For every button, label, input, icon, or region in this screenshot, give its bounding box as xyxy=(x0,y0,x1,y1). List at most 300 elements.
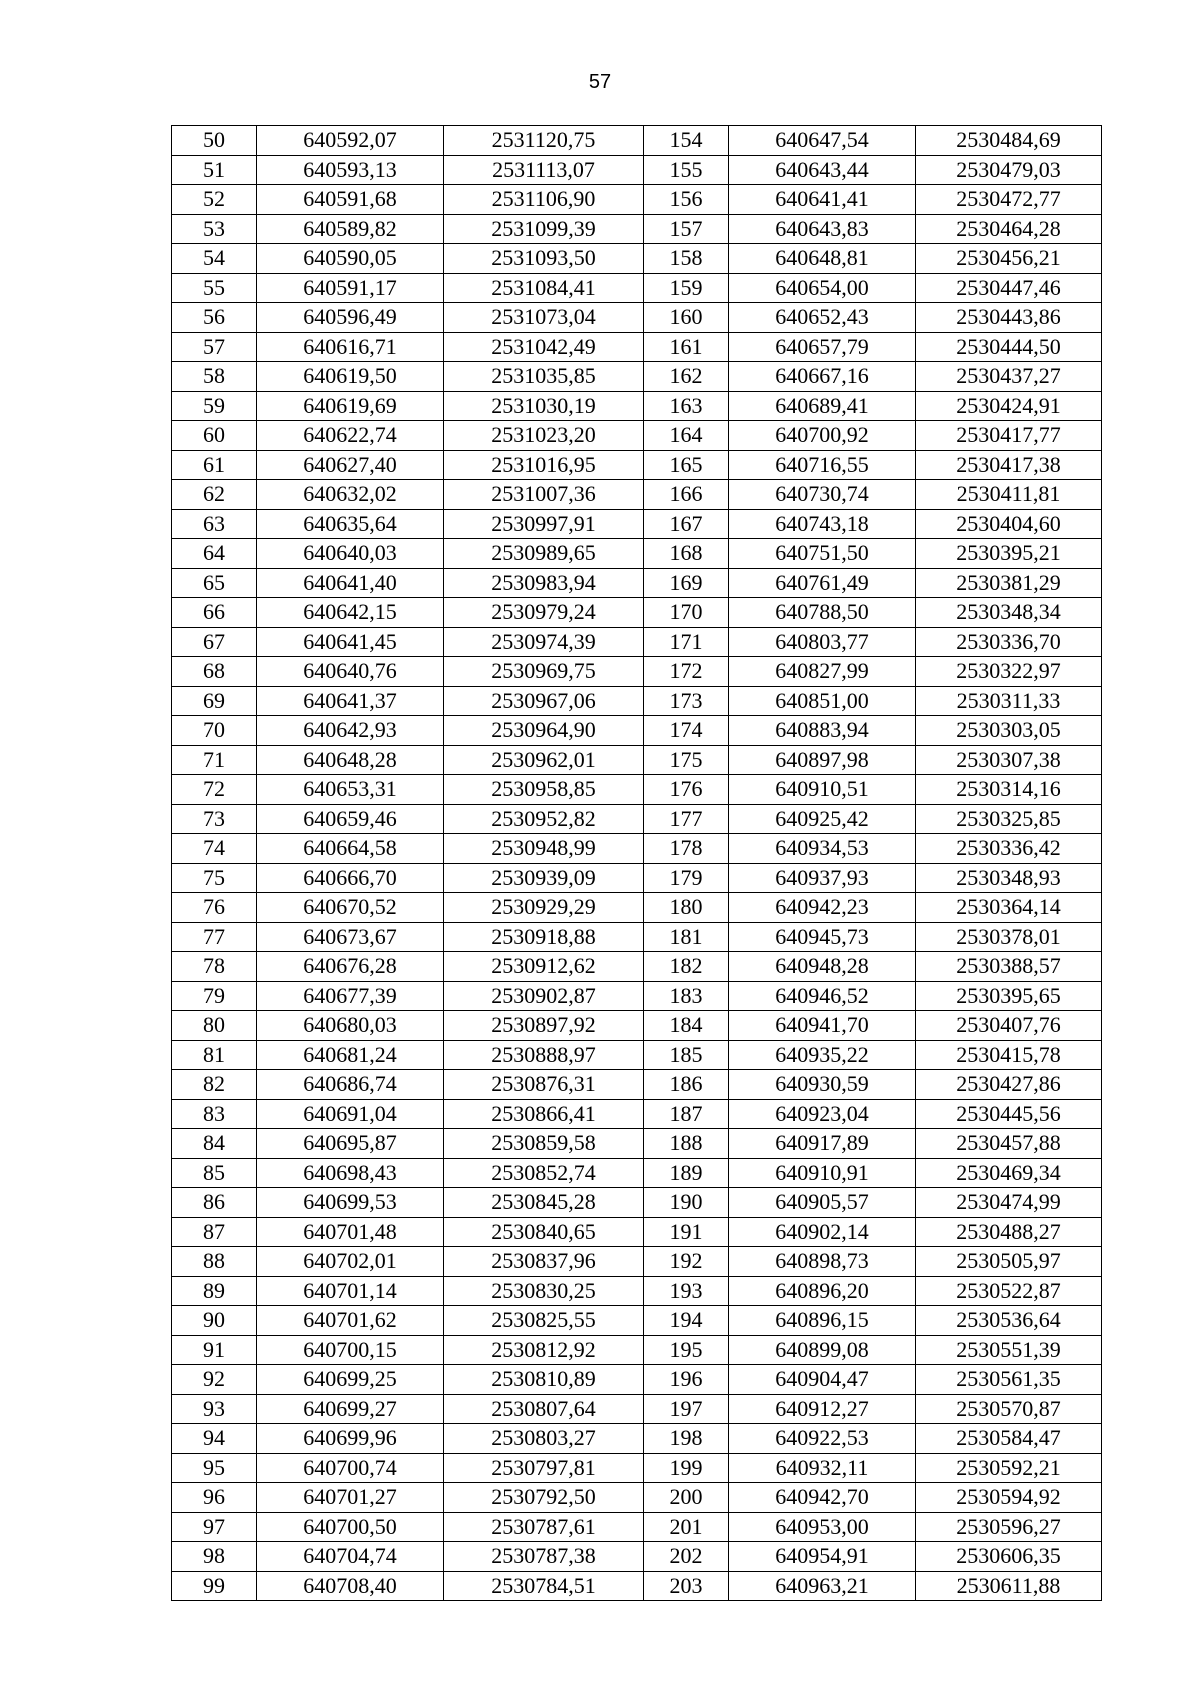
point-number-cell: 66 xyxy=(172,598,257,628)
x-coordinate-cell: 640592,07 xyxy=(257,126,444,156)
y-coordinate-cell: 2530912,62 xyxy=(444,952,644,982)
x-coordinate-cell: 640883,94 xyxy=(729,716,916,746)
y-coordinate-cell: 2530457,88 xyxy=(916,1129,1102,1159)
x-coordinate-cell: 640761,49 xyxy=(729,568,916,598)
x-coordinate-cell: 640640,03 xyxy=(257,539,444,569)
table-row xyxy=(172,509,1102,539)
x-coordinate-cell: 640589,82 xyxy=(257,214,444,244)
x-coordinate-cell: 640654,00 xyxy=(729,273,916,303)
x-coordinate-cell: 640945,73 xyxy=(729,922,916,952)
y-coordinate-cell: 2530378,01 xyxy=(916,922,1102,952)
table-row xyxy=(172,1365,1102,1395)
table-row xyxy=(172,421,1102,451)
point-number-cell: 198 xyxy=(644,1424,729,1454)
y-coordinate-cell: 2530488,27 xyxy=(916,1217,1102,1247)
table-row xyxy=(172,1335,1102,1365)
x-coordinate-cell: 640896,15 xyxy=(729,1306,916,1336)
x-coordinate-cell: 640700,15 xyxy=(257,1335,444,1365)
y-coordinate-cell: 2530929,29 xyxy=(444,893,644,923)
point-number-cell: 90 xyxy=(172,1306,257,1336)
y-coordinate-cell: 2530348,34 xyxy=(916,598,1102,628)
y-coordinate-cell: 2530469,34 xyxy=(916,1158,1102,1188)
x-coordinate-cell: 640702,01 xyxy=(257,1247,444,1277)
x-coordinate-cell: 640673,67 xyxy=(257,922,444,952)
table-row xyxy=(172,1099,1102,1129)
table-row xyxy=(172,627,1102,657)
y-coordinate-cell: 2530381,29 xyxy=(916,568,1102,598)
x-coordinate-cell: 640667,16 xyxy=(729,362,916,392)
table-row xyxy=(172,657,1102,687)
y-coordinate-cell: 2531113,07 xyxy=(444,155,644,185)
table-row xyxy=(172,1158,1102,1188)
point-number-cell: 56 xyxy=(172,303,257,333)
y-coordinate-cell: 2530852,74 xyxy=(444,1158,644,1188)
point-number-cell: 65 xyxy=(172,568,257,598)
point-number-cell: 156 xyxy=(644,185,729,215)
x-coordinate-cell: 640657,79 xyxy=(729,332,916,362)
y-coordinate-cell: 2530792,50 xyxy=(444,1483,644,1513)
y-coordinate-cell: 2530570,87 xyxy=(916,1394,1102,1424)
x-coordinate-cell: 640596,49 xyxy=(257,303,444,333)
y-coordinate-cell: 2530902,87 xyxy=(444,981,644,1011)
y-coordinate-cell: 2530584,47 xyxy=(916,1424,1102,1454)
table-row xyxy=(172,1394,1102,1424)
x-coordinate-cell: 640700,92 xyxy=(729,421,916,451)
x-coordinate-cell: 640708,40 xyxy=(257,1571,444,1601)
table-row xyxy=(172,1483,1102,1513)
x-coordinate-cell: 640942,70 xyxy=(729,1483,916,1513)
y-coordinate-cell: 2530551,39 xyxy=(916,1335,1102,1365)
point-number-cell: 76 xyxy=(172,893,257,923)
y-coordinate-cell: 2530866,41 xyxy=(444,1099,644,1129)
y-coordinate-cell: 2530812,92 xyxy=(444,1335,644,1365)
table-row xyxy=(172,1276,1102,1306)
y-coordinate-cell: 2530407,76 xyxy=(916,1011,1102,1041)
point-number-cell: 192 xyxy=(644,1247,729,1277)
table-row xyxy=(172,126,1102,156)
table-row xyxy=(172,1011,1102,1041)
y-coordinate-cell: 2530314,16 xyxy=(916,775,1102,805)
x-coordinate-cell: 640622,74 xyxy=(257,421,444,451)
point-number-cell: 72 xyxy=(172,775,257,805)
point-number-cell: 60 xyxy=(172,421,257,451)
point-number-cell: 73 xyxy=(172,804,257,834)
y-coordinate-cell: 2530456,21 xyxy=(916,244,1102,274)
x-coordinate-cell: 640652,43 xyxy=(729,303,916,333)
y-coordinate-cell: 2531035,85 xyxy=(444,362,644,392)
point-number-cell: 173 xyxy=(644,686,729,716)
x-coordinate-cell: 640937,93 xyxy=(729,863,916,893)
point-number-cell: 53 xyxy=(172,214,257,244)
y-coordinate-cell: 2530464,28 xyxy=(916,214,1102,244)
point-number-cell: 58 xyxy=(172,362,257,392)
x-coordinate-cell: 640686,74 xyxy=(257,1070,444,1100)
x-coordinate-cell: 640930,59 xyxy=(729,1070,916,1100)
x-coordinate-cell: 640700,50 xyxy=(257,1512,444,1542)
point-number-cell: 69 xyxy=(172,686,257,716)
y-coordinate-cell: 2530336,42 xyxy=(916,834,1102,864)
point-number-cell: 74 xyxy=(172,834,257,864)
point-number-cell: 164 xyxy=(644,421,729,451)
x-coordinate-cell: 640691,04 xyxy=(257,1099,444,1129)
x-coordinate-cell: 640699,96 xyxy=(257,1424,444,1454)
point-number-cell: 50 xyxy=(172,126,257,156)
x-coordinate-cell: 640897,98 xyxy=(729,745,916,775)
x-coordinate-cell: 640922,53 xyxy=(729,1424,916,1454)
table-row xyxy=(172,1070,1102,1100)
x-coordinate-cell: 640896,20 xyxy=(729,1276,916,1306)
y-coordinate-cell: 2530983,94 xyxy=(444,568,644,598)
table-row xyxy=(172,775,1102,805)
point-number-cell: 184 xyxy=(644,1011,729,1041)
point-number-cell: 179 xyxy=(644,863,729,893)
x-coordinate-cell: 640788,50 xyxy=(729,598,916,628)
x-coordinate-cell: 640632,02 xyxy=(257,480,444,510)
table-row xyxy=(172,1512,1102,1542)
coordinates-table xyxy=(171,125,1102,1601)
y-coordinate-cell: 2530472,77 xyxy=(916,185,1102,215)
table-row xyxy=(172,1188,1102,1218)
point-number-cell: 166 xyxy=(644,480,729,510)
y-coordinate-cell: 2530505,97 xyxy=(916,1247,1102,1277)
y-coordinate-cell: 2530810,89 xyxy=(444,1365,644,1395)
y-coordinate-cell: 2530837,96 xyxy=(444,1247,644,1277)
x-coordinate-cell: 640851,00 xyxy=(729,686,916,716)
point-number-cell: 154 xyxy=(644,126,729,156)
y-coordinate-cell: 2530787,61 xyxy=(444,1512,644,1542)
y-coordinate-cell: 2531007,36 xyxy=(444,480,644,510)
point-number-cell: 185 xyxy=(644,1040,729,1070)
point-number-cell: 70 xyxy=(172,716,257,746)
y-coordinate-cell: 2531120,75 xyxy=(444,126,644,156)
x-coordinate-cell: 640701,14 xyxy=(257,1276,444,1306)
x-coordinate-cell: 640619,69 xyxy=(257,391,444,421)
table-row xyxy=(172,1306,1102,1336)
x-coordinate-cell: 640670,52 xyxy=(257,893,444,923)
y-coordinate-cell: 2530784,51 xyxy=(444,1571,644,1601)
page-number: 57 xyxy=(588,71,612,93)
y-coordinate-cell: 2530939,09 xyxy=(444,863,644,893)
x-coordinate-cell: 640699,53 xyxy=(257,1188,444,1218)
point-number-cell: 158 xyxy=(644,244,729,274)
x-coordinate-cell: 640677,39 xyxy=(257,981,444,1011)
y-coordinate-cell: 2530322,97 xyxy=(916,657,1102,687)
x-coordinate-cell: 640704,74 xyxy=(257,1542,444,1572)
y-coordinate-cell: 2530444,50 xyxy=(916,332,1102,362)
point-number-cell: 99 xyxy=(172,1571,257,1601)
y-coordinate-cell: 2530311,33 xyxy=(916,686,1102,716)
y-coordinate-cell: 2530484,69 xyxy=(916,126,1102,156)
table-row xyxy=(172,450,1102,480)
point-number-cell: 86 xyxy=(172,1188,257,1218)
x-coordinate-cell: 640643,83 xyxy=(729,214,916,244)
point-number-cell: 71 xyxy=(172,745,257,775)
point-number-cell: 178 xyxy=(644,834,729,864)
table-row xyxy=(172,1424,1102,1454)
point-number-cell: 197 xyxy=(644,1394,729,1424)
x-coordinate-cell: 640591,17 xyxy=(257,273,444,303)
y-coordinate-cell: 2530797,81 xyxy=(444,1453,644,1483)
point-number-cell: 96 xyxy=(172,1483,257,1513)
point-number-cell: 54 xyxy=(172,244,257,274)
y-coordinate-cell: 2530536,64 xyxy=(916,1306,1102,1336)
y-coordinate-cell: 2530845,28 xyxy=(444,1188,644,1218)
y-coordinate-cell: 2530592,21 xyxy=(916,1453,1102,1483)
y-coordinate-cell: 2530561,35 xyxy=(916,1365,1102,1395)
point-number-cell: 165 xyxy=(644,450,729,480)
point-number-cell: 196 xyxy=(644,1365,729,1395)
point-number-cell: 177 xyxy=(644,804,729,834)
table-row xyxy=(172,745,1102,775)
point-number-cell: 191 xyxy=(644,1217,729,1247)
y-coordinate-cell: 2530596,27 xyxy=(916,1512,1102,1542)
x-coordinate-cell: 640730,74 xyxy=(729,480,916,510)
y-coordinate-cell: 2530415,78 xyxy=(916,1040,1102,1070)
x-coordinate-cell: 640616,71 xyxy=(257,332,444,362)
table-row xyxy=(172,1129,1102,1159)
x-coordinate-cell: 640642,93 xyxy=(257,716,444,746)
x-coordinate-cell: 640641,41 xyxy=(729,185,916,215)
x-coordinate-cell: 640948,28 xyxy=(729,952,916,982)
point-number-cell: 157 xyxy=(644,214,729,244)
table-row xyxy=(172,214,1102,244)
point-number-cell: 169 xyxy=(644,568,729,598)
x-coordinate-cell: 640619,50 xyxy=(257,362,444,392)
y-coordinate-cell: 2531042,49 xyxy=(444,332,644,362)
point-number-cell: 193 xyxy=(644,1276,729,1306)
point-number-cell: 200 xyxy=(644,1483,729,1513)
point-number-cell: 181 xyxy=(644,922,729,952)
x-coordinate-cell: 640699,27 xyxy=(257,1394,444,1424)
point-number-cell: 67 xyxy=(172,627,257,657)
table-row xyxy=(172,1542,1102,1572)
x-coordinate-cell: 640701,27 xyxy=(257,1483,444,1513)
point-number-cell: 59 xyxy=(172,391,257,421)
point-number-cell: 85 xyxy=(172,1158,257,1188)
table-row xyxy=(172,362,1102,392)
x-coordinate-cell: 640751,50 xyxy=(729,539,916,569)
point-number-cell: 52 xyxy=(172,185,257,215)
y-coordinate-cell: 2530825,55 xyxy=(444,1306,644,1336)
point-number-cell: 57 xyxy=(172,332,257,362)
y-coordinate-cell: 2530876,31 xyxy=(444,1070,644,1100)
point-number-cell: 183 xyxy=(644,981,729,1011)
point-number-cell: 79 xyxy=(172,981,257,1011)
point-number-cell: 186 xyxy=(644,1070,729,1100)
x-coordinate-cell: 640664,58 xyxy=(257,834,444,864)
x-coordinate-cell: 640627,40 xyxy=(257,450,444,480)
point-number-cell: 83 xyxy=(172,1099,257,1129)
coordinates-table-body xyxy=(172,126,1102,1601)
x-coordinate-cell: 640954,91 xyxy=(729,1542,916,1572)
x-coordinate-cell: 640641,45 xyxy=(257,627,444,657)
table-row xyxy=(172,391,1102,421)
point-number-cell: 190 xyxy=(644,1188,729,1218)
y-coordinate-cell: 2531093,50 xyxy=(444,244,644,274)
table-row xyxy=(172,332,1102,362)
point-number-cell: 98 xyxy=(172,1542,257,1572)
x-coordinate-cell: 640698,43 xyxy=(257,1158,444,1188)
x-coordinate-cell: 640647,54 xyxy=(729,126,916,156)
y-coordinate-cell: 2530594,92 xyxy=(916,1483,1102,1513)
table-row xyxy=(172,1453,1102,1483)
table-row xyxy=(172,244,1102,274)
x-coordinate-cell: 640898,73 xyxy=(729,1247,916,1277)
y-coordinate-cell: 2530897,92 xyxy=(444,1011,644,1041)
x-coordinate-cell: 640827,99 xyxy=(729,657,916,687)
table-row xyxy=(172,893,1102,923)
x-coordinate-cell: 640648,81 xyxy=(729,244,916,274)
point-number-cell: 82 xyxy=(172,1070,257,1100)
point-number-cell: 199 xyxy=(644,1453,729,1483)
y-coordinate-cell: 2530479,03 xyxy=(916,155,1102,185)
y-coordinate-cell: 2530395,65 xyxy=(916,981,1102,1011)
point-number-cell: 61 xyxy=(172,450,257,480)
y-coordinate-cell: 2530952,82 xyxy=(444,804,644,834)
y-coordinate-cell: 2530969,75 xyxy=(444,657,644,687)
x-coordinate-cell: 640699,25 xyxy=(257,1365,444,1395)
table-row xyxy=(172,686,1102,716)
x-coordinate-cell: 640680,03 xyxy=(257,1011,444,1041)
point-number-cell: 170 xyxy=(644,598,729,628)
y-coordinate-cell: 2530443,86 xyxy=(916,303,1102,333)
point-number-cell: 81 xyxy=(172,1040,257,1070)
point-number-cell: 176 xyxy=(644,775,729,805)
table-row xyxy=(172,952,1102,982)
y-coordinate-cell: 2530364,14 xyxy=(916,893,1102,923)
y-coordinate-cell: 2530325,85 xyxy=(916,804,1102,834)
table-row xyxy=(172,1247,1102,1277)
point-number-cell: 92 xyxy=(172,1365,257,1395)
point-number-cell: 172 xyxy=(644,657,729,687)
table-row xyxy=(172,804,1102,834)
y-coordinate-cell: 2530989,65 xyxy=(444,539,644,569)
x-coordinate-cell: 640640,76 xyxy=(257,657,444,687)
point-number-cell: 202 xyxy=(644,1542,729,1572)
point-number-cell: 97 xyxy=(172,1512,257,1542)
table-row xyxy=(172,598,1102,628)
x-coordinate-cell: 640666,70 xyxy=(257,863,444,893)
y-coordinate-cell: 2530962,01 xyxy=(444,745,644,775)
x-coordinate-cell: 640648,28 xyxy=(257,745,444,775)
x-coordinate-cell: 640700,74 xyxy=(257,1453,444,1483)
point-number-cell: 94 xyxy=(172,1424,257,1454)
point-number-cell: 161 xyxy=(644,332,729,362)
point-number-cell: 167 xyxy=(644,509,729,539)
table-row xyxy=(172,1217,1102,1247)
point-number-cell: 155 xyxy=(644,155,729,185)
x-coordinate-cell: 640803,77 xyxy=(729,627,916,657)
y-coordinate-cell: 2530424,91 xyxy=(916,391,1102,421)
y-coordinate-cell: 2530840,65 xyxy=(444,1217,644,1247)
y-coordinate-cell: 2530404,60 xyxy=(916,509,1102,539)
y-coordinate-cell: 2530445,56 xyxy=(916,1099,1102,1129)
y-coordinate-cell: 2530447,46 xyxy=(916,273,1102,303)
table-row xyxy=(172,480,1102,510)
table-row xyxy=(172,155,1102,185)
y-coordinate-cell: 2531030,19 xyxy=(444,391,644,421)
y-coordinate-cell: 2530958,85 xyxy=(444,775,644,805)
x-coordinate-cell: 640743,18 xyxy=(729,509,916,539)
y-coordinate-cell: 2530974,39 xyxy=(444,627,644,657)
point-number-cell: 174 xyxy=(644,716,729,746)
x-coordinate-cell: 640910,51 xyxy=(729,775,916,805)
x-coordinate-cell: 640676,28 xyxy=(257,952,444,982)
x-coordinate-cell: 640641,37 xyxy=(257,686,444,716)
x-coordinate-cell: 640904,47 xyxy=(729,1365,916,1395)
x-coordinate-cell: 640716,55 xyxy=(729,450,916,480)
point-number-cell: 188 xyxy=(644,1129,729,1159)
y-coordinate-cell: 2530417,77 xyxy=(916,421,1102,451)
x-coordinate-cell: 640659,46 xyxy=(257,804,444,834)
y-coordinate-cell: 2530437,27 xyxy=(916,362,1102,392)
y-coordinate-cell: 2530918,88 xyxy=(444,922,644,952)
point-number-cell: 93 xyxy=(172,1394,257,1424)
x-coordinate-cell: 640653,31 xyxy=(257,775,444,805)
table-row xyxy=(172,273,1102,303)
y-coordinate-cell: 2531084,41 xyxy=(444,273,644,303)
y-coordinate-cell: 2530859,58 xyxy=(444,1129,644,1159)
point-number-cell: 64 xyxy=(172,539,257,569)
point-number-cell: 163 xyxy=(644,391,729,421)
y-coordinate-cell: 2530336,70 xyxy=(916,627,1102,657)
point-number-cell: 63 xyxy=(172,509,257,539)
x-coordinate-cell: 640925,42 xyxy=(729,804,916,834)
x-coordinate-cell: 640591,68 xyxy=(257,185,444,215)
table-row xyxy=(172,1571,1102,1601)
point-number-cell: 77 xyxy=(172,922,257,952)
table-row xyxy=(172,539,1102,569)
x-coordinate-cell: 640963,21 xyxy=(729,1571,916,1601)
y-coordinate-cell: 2530307,38 xyxy=(916,745,1102,775)
x-coordinate-cell: 640701,48 xyxy=(257,1217,444,1247)
point-number-cell: 84 xyxy=(172,1129,257,1159)
x-coordinate-cell: 640681,24 xyxy=(257,1040,444,1070)
y-coordinate-cell: 2530417,38 xyxy=(916,450,1102,480)
x-coordinate-cell: 640942,23 xyxy=(729,893,916,923)
x-coordinate-cell: 640701,62 xyxy=(257,1306,444,1336)
x-coordinate-cell: 640590,05 xyxy=(257,244,444,274)
point-number-cell: 168 xyxy=(644,539,729,569)
x-coordinate-cell: 640946,52 xyxy=(729,981,916,1011)
y-coordinate-cell: 2530807,64 xyxy=(444,1394,644,1424)
y-coordinate-cell: 2530967,06 xyxy=(444,686,644,716)
point-number-cell: 88 xyxy=(172,1247,257,1277)
y-coordinate-cell: 2530611,88 xyxy=(916,1571,1102,1601)
y-coordinate-cell: 2531016,95 xyxy=(444,450,644,480)
point-number-cell: 78 xyxy=(172,952,257,982)
x-coordinate-cell: 640902,14 xyxy=(729,1217,916,1247)
x-coordinate-cell: 640934,53 xyxy=(729,834,916,864)
y-coordinate-cell: 2531023,20 xyxy=(444,421,644,451)
point-number-cell: 187 xyxy=(644,1099,729,1129)
table-row xyxy=(172,716,1102,746)
y-coordinate-cell: 2530388,57 xyxy=(916,952,1102,982)
point-number-cell: 80 xyxy=(172,1011,257,1041)
point-number-cell: 195 xyxy=(644,1335,729,1365)
x-coordinate-cell: 640641,40 xyxy=(257,568,444,598)
point-number-cell: 95 xyxy=(172,1453,257,1483)
y-coordinate-cell: 2530964,90 xyxy=(444,716,644,746)
y-coordinate-cell: 2530303,05 xyxy=(916,716,1102,746)
x-coordinate-cell: 640695,87 xyxy=(257,1129,444,1159)
point-number-cell: 171 xyxy=(644,627,729,657)
y-coordinate-cell: 2530888,97 xyxy=(444,1040,644,1070)
point-number-cell: 68 xyxy=(172,657,257,687)
x-coordinate-cell: 640935,22 xyxy=(729,1040,916,1070)
x-coordinate-cell: 640912,27 xyxy=(729,1394,916,1424)
y-coordinate-cell: 2530830,25 xyxy=(444,1276,644,1306)
